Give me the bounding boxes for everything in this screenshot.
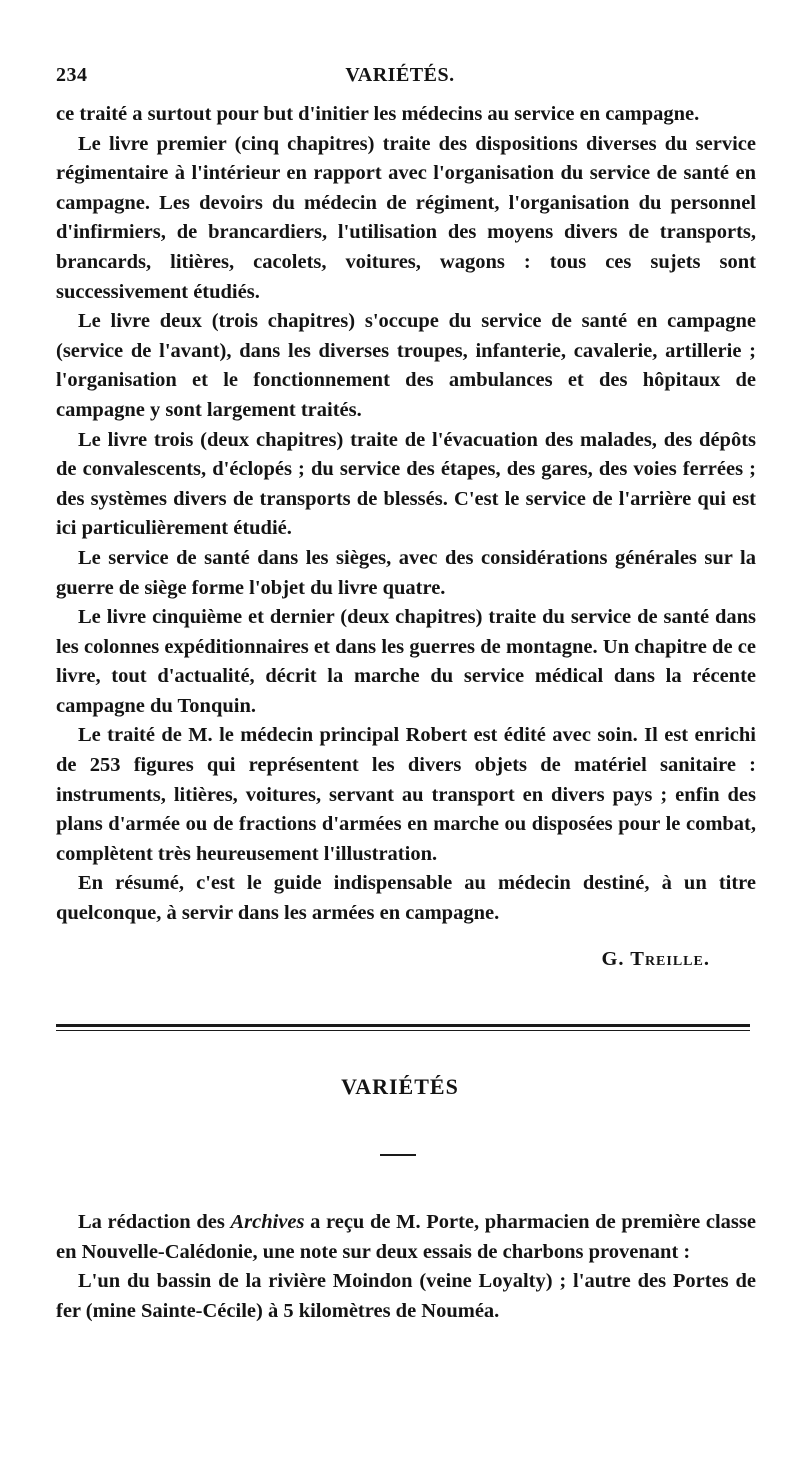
title-rule [380,1154,416,1156]
review-text [56,100,756,974]
running-head [56,64,744,90]
running-title: VARIÉTÉS. [345,64,455,86]
section-title: VARIÉTÉS [341,1074,459,1099]
review-paragraph: Le livre cinquième et dernier (deux chapitres) traite du service de santé dans les colonnes expéditionnaires et dans les guerres de montagne. Un chapitre de ce livre, tout d'actualité, décrit la marche du service médical dans la récente campagne du Tonquin. [56,606,756,717]
review-paragraph: Le service de santé dans les sièges, avec des considérations générales sur la guerre de siège forme l'objet du livre quatre. [56,546,756,599]
review-paragraph: Le traité de M. le médecin principal Robert est édité avec soin. Il est enrichi de 253 figures qui représentent les divers objets de matériel sanitaire : instruments, litières, voitures, servant au transport en divers pays ; enfin des plans d'armée ou de fractions d'armées en marche ou disposées pour le combat, complètent très heureusement l'illustration. [56,724,756,865]
review-paragraph: En résumé, c'est le guide indispensable au médecin destiné, à un titre quelconque, à servir dans les armées en campagne. [56,872,756,925]
note-text-run: a reçu de M. Porte, pharmacien de première classe en Nouvelle-Calédonie, une note sur deux essais de charbons provenant : [56,1211,756,1263]
review-paragraph: ce traité a surtout pour but d'initier les médecins au service en campagne. [56,103,700,125]
section-divider-thin [56,1030,750,1031]
review-paragraph: Le livre trois (deux chapitres) traite de l'évacuation des malades, des dépôts de convalescents, d'éclopés ; du service des étapes, des gares, des voies ferrées ; des systèmes divers de transports de blessés. C'est le service de l'arrière qui est ici particulièrement étudié. [56,428,756,540]
page-number: 234 [56,64,88,86]
review-paragraph: Le livre premier (cinq chapitres) traite des dispositions diverses du service régimentaire à l'intérieur en rapport avec l'organisation du service de santé en campagne. Les devoirs du médecin de régiment, l'organisation du personnel d'infirmiers, de brancardiers, l'utilisation des moyens divers de transports, brancards, litières, cacolets, voitures, wagons : tous ces sujets sont successivement étudiés. [56,132,756,303]
note-paragraph [56,1208,756,1267]
review-paragraph: Le livre deux (trois chapitres) s'occupe du service de santé en campagne (service de l'avant), dans les diverses troupes, infanterie, cavalerie, artillerie ; l'organisation et le fonctionnement des ambulances et des hôpitaux de campagne y sont largement traités. [56,310,756,421]
note-paragraph: L'un du bassin de la rivière Moindon (veine Loyalty) ; l'autre des Portes de fer (mine Sainte-Cécile) à 5 kilomètres de Nouméa. [56,1270,756,1322]
signature: G. Treille. [601,947,710,970]
journal-name: Archives [230,1211,305,1233]
section-divider [56,1024,750,1027]
note-text [56,1208,756,1326]
note-text-run: La rédaction des [78,1211,231,1233]
